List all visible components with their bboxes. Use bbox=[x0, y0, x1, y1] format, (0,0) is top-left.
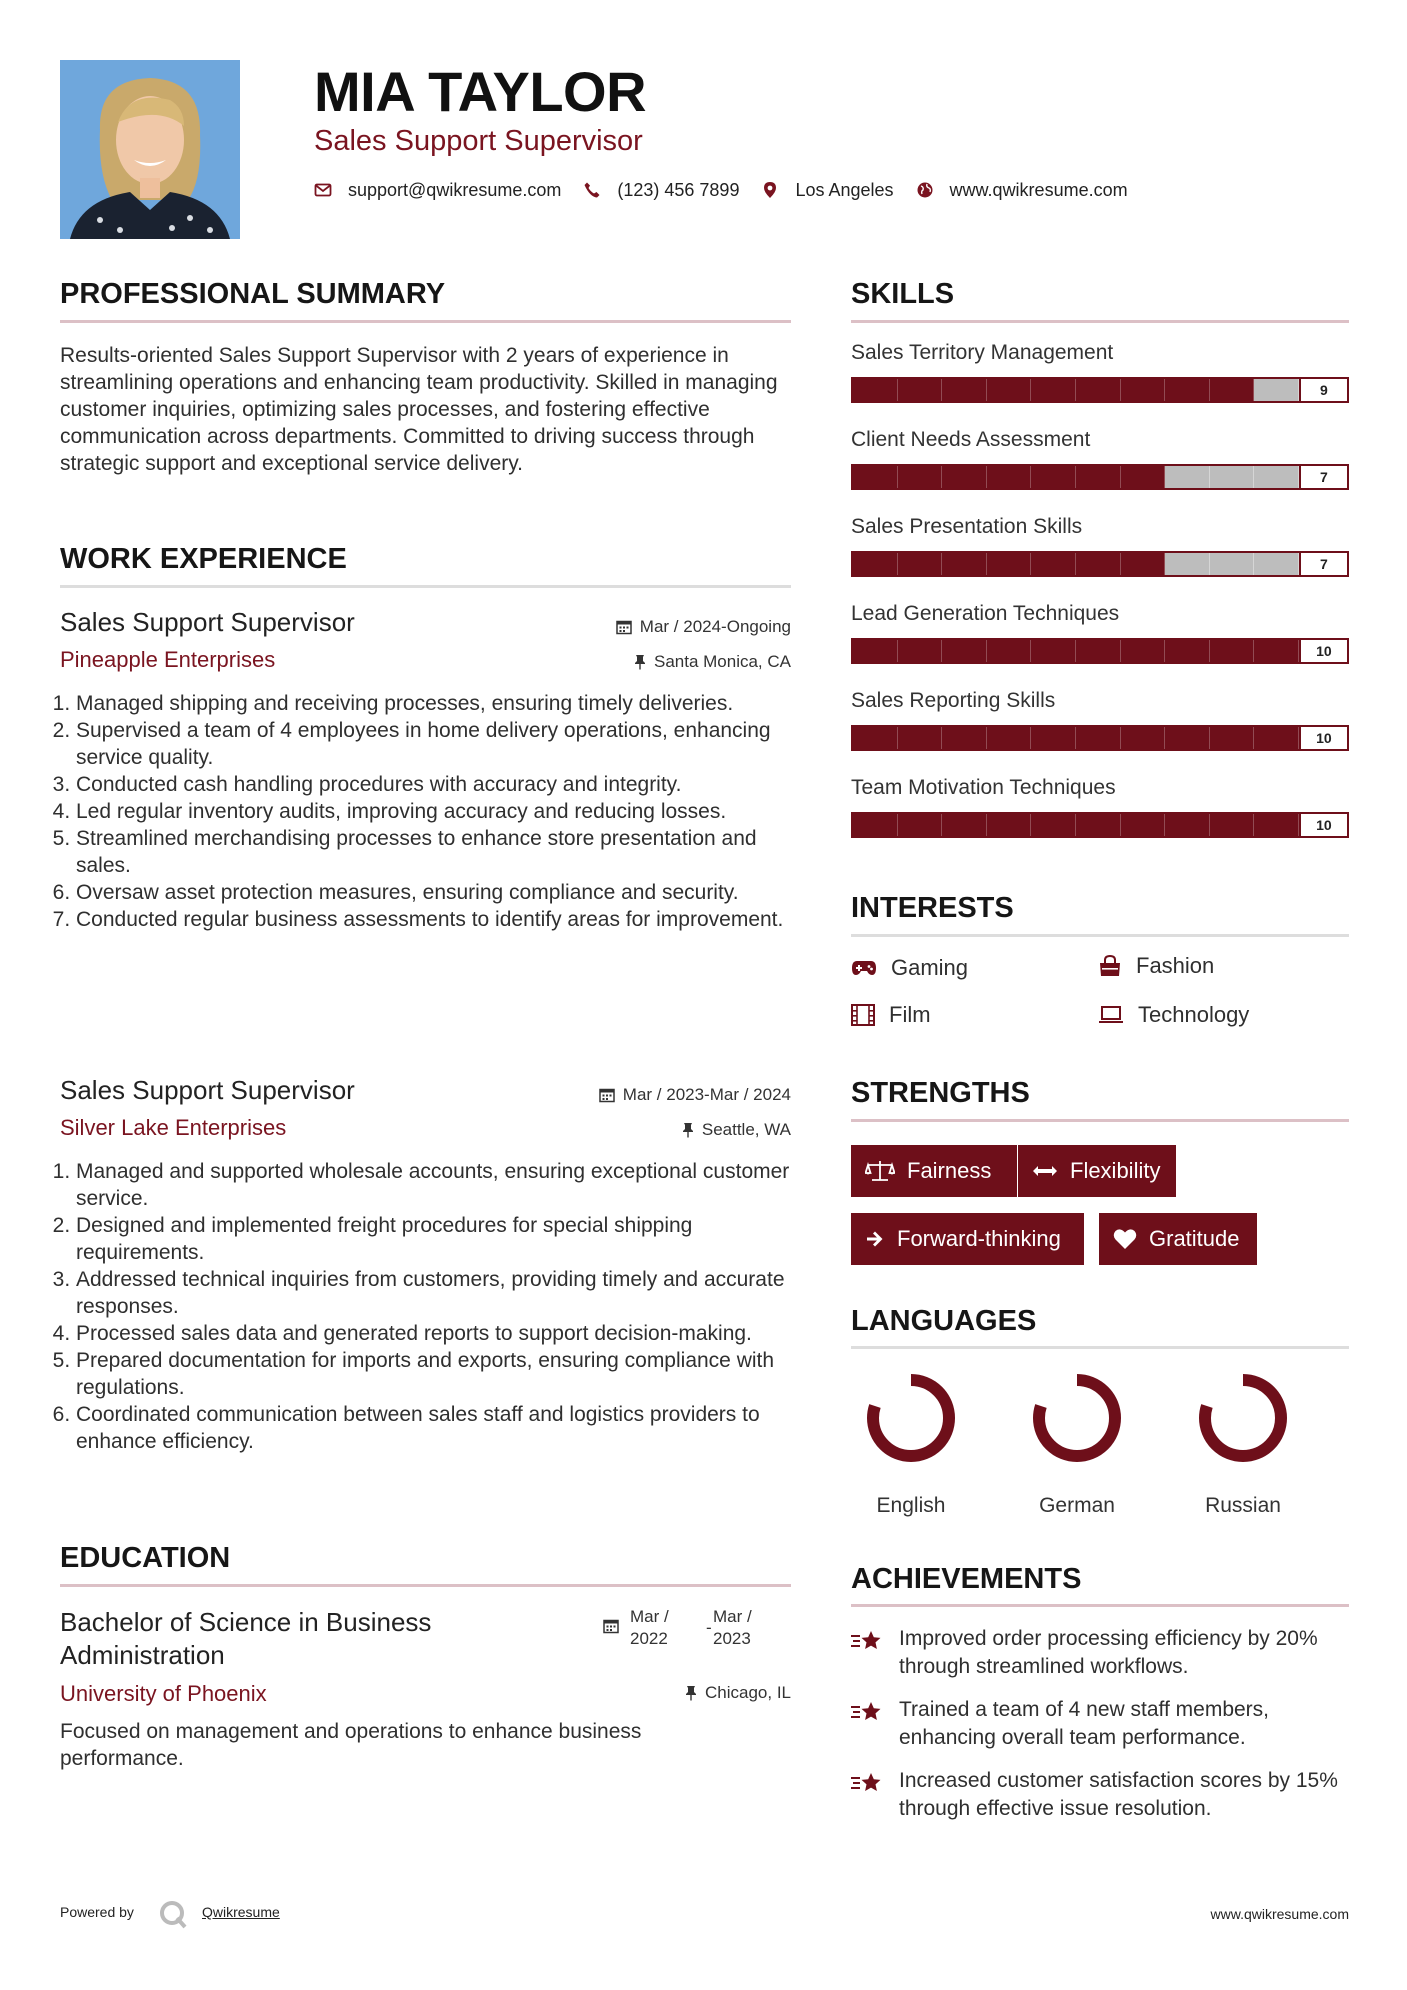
skill-bar-segment bbox=[898, 727, 943, 749]
skill-bar-segment bbox=[1210, 466, 1255, 488]
skill-item bbox=[851, 688, 1349, 775]
interest-label: Technology bbox=[1138, 1002, 1250, 1027]
skill-bar-segment bbox=[1165, 379, 1210, 401]
footer-website[interactable]: www.qwikresume.com bbox=[1210, 1906, 1349, 1922]
languages-heading: LANGUAGES bbox=[851, 1305, 1037, 1337]
achievements-heading: ACHIEVEMENTS bbox=[851, 1563, 1082, 1595]
email-text: support@qwikresume.com bbox=[348, 179, 562, 200]
skill-bar-segment bbox=[942, 727, 987, 749]
interest-label: Gaming bbox=[891, 955, 969, 980]
gamepad-icon bbox=[851, 959, 877, 977]
contact-phone[interactable] bbox=[583, 180, 739, 201]
skill-bar-segment bbox=[987, 814, 1032, 836]
education-start-date: Mar / 2022 bbox=[630, 1607, 669, 1648]
strength-label: Forward-thinking bbox=[897, 1226, 1061, 1251]
language-item bbox=[1017, 1372, 1137, 1518]
strengths-divider bbox=[851, 1119, 1349, 1122]
skill-bar-segment bbox=[1121, 640, 1166, 662]
interest-item-gaming bbox=[851, 955, 968, 981]
skill-bar-segment bbox=[898, 553, 943, 575]
heart-icon bbox=[1113, 1228, 1137, 1250]
calendar-icon bbox=[599, 1087, 615, 1103]
arrow-right-icon bbox=[865, 1229, 885, 1249]
location-text: Los Angeles bbox=[795, 179, 894, 200]
skill-score: 10 bbox=[1299, 727, 1347, 749]
experience-divider bbox=[60, 585, 791, 588]
job-2-dates bbox=[480, 1085, 791, 1105]
language-proficiency-ring bbox=[1197, 1372, 1289, 1464]
list-item: 4. Processed sales data and generated reports to support decision-making. bbox=[76, 1320, 796, 1347]
skill-score: 10 bbox=[1299, 814, 1347, 836]
job-1-title: Sales Support Supervisor bbox=[60, 607, 355, 637]
job-2-responsibilities bbox=[58, 1158, 796, 1455]
skill-bar-segment bbox=[1076, 814, 1121, 836]
achievement-item bbox=[851, 1767, 1349, 1823]
achievements-divider bbox=[851, 1604, 1349, 1607]
achievement-item bbox=[851, 1625, 1349, 1681]
skill-bar-segment bbox=[898, 814, 943, 836]
job-1-dates-text: Mar / 2024-Ongoing bbox=[639, 617, 791, 636]
arrows-horizontal-icon bbox=[1032, 1164, 1058, 1178]
skill-bar-segment bbox=[898, 379, 943, 401]
school-name: University of Phoenix bbox=[60, 1681, 267, 1706]
skill-bar-segment bbox=[853, 727, 898, 749]
strength-badge-forward-thinking bbox=[851, 1213, 1084, 1265]
degree-title: Bachelor of Science in Business Administration bbox=[60, 1607, 432, 1670]
strength-label: Flexibility bbox=[1070, 1158, 1161, 1183]
skill-name: Client Needs Assessment bbox=[851, 428, 1091, 451]
skill-bar-segment bbox=[1254, 640, 1299, 662]
skill-bar-segment bbox=[1121, 379, 1166, 401]
candidate-name: MIA TAYLOR bbox=[314, 60, 647, 123]
phone-text: (123) 456 7899 bbox=[617, 179, 740, 200]
skill-bar-segment bbox=[1076, 727, 1121, 749]
contact-location bbox=[761, 180, 893, 201]
skill-item bbox=[851, 601, 1349, 688]
skill-name: Sales Territory Management bbox=[851, 341, 1114, 364]
job-2-company: Silver Lake Enterprises bbox=[60, 1115, 287, 1140]
list-item: 1. Managed shipping and receiving processes, ensuring timely deliveries. bbox=[76, 690, 796, 717]
skill-bar-segment bbox=[1076, 379, 1121, 401]
pushpin-icon bbox=[634, 654, 646, 670]
skill-bar-segment bbox=[1031, 466, 1076, 488]
skill-bar-segment bbox=[942, 379, 987, 401]
shopping-bag-icon bbox=[1098, 955, 1122, 977]
powered-by-label: Powered by bbox=[60, 1904, 134, 1920]
interest-item-film bbox=[851, 1002, 931, 1028]
profile-photo bbox=[60, 60, 240, 239]
skill-bar-segment bbox=[1031, 640, 1076, 662]
skill-name: Team Motivation Techniques bbox=[851, 776, 1116, 799]
skill-level-bar bbox=[851, 812, 1349, 838]
summary-text: Results-oriented Sales Support Supervisor with 2 years of experience in streamlining operations and enhancing team productivity. Skilled in managing customer inquiries, optimizing sales processes, and fostering effective communication across departments. Committed to driving success through strategic support and exceptional service delivery. bbox=[60, 344, 778, 475]
languages-list bbox=[851, 1372, 1349, 1517]
language-name: English bbox=[876, 1494, 946, 1517]
achievement-text: Trained a team of 4 new staff members, enhancing overall team performance. bbox=[899, 1698, 1270, 1749]
skill-bar-segment bbox=[1121, 727, 1166, 749]
skill-bar-segment bbox=[1254, 727, 1299, 749]
summary-divider bbox=[60, 320, 791, 323]
skill-level-bar bbox=[851, 464, 1349, 490]
education-location-text: Chicago, IL bbox=[705, 1683, 791, 1702]
skill-bar-segment bbox=[942, 466, 987, 488]
experience-heading: WORK EXPERIENCE bbox=[60, 543, 347, 575]
summary-heading: PROFESSIONAL SUMMARY bbox=[60, 278, 446, 310]
skill-bar-segment bbox=[1076, 640, 1121, 662]
skill-name: Sales Reporting Skills bbox=[851, 689, 1056, 712]
achievement-item bbox=[851, 1696, 1349, 1752]
skill-bar-segment bbox=[1031, 727, 1076, 749]
skill-bar-segment bbox=[1165, 727, 1210, 749]
globe-icon bbox=[916, 181, 934, 199]
job-2-dates-text: Mar / 2023-Mar / 2024 bbox=[622, 1085, 791, 1104]
skill-item bbox=[851, 427, 1349, 514]
skill-bar-segment bbox=[1254, 553, 1299, 575]
language-item bbox=[1183, 1372, 1303, 1518]
website-text: www.qwikresume.com bbox=[949, 179, 1128, 200]
list-item: 3. Conducted cash handling procedures with accuracy and integrity. bbox=[76, 771, 796, 798]
laptop-icon bbox=[1098, 1005, 1124, 1025]
skill-bar-segment bbox=[987, 553, 1032, 575]
star-award-icon bbox=[851, 1769, 883, 1797]
skill-bar-segment bbox=[1165, 466, 1210, 488]
list-item: 4. Led regular inventory audits, improving accuracy and reducing losses. bbox=[76, 798, 796, 825]
map-pin-icon bbox=[761, 181, 779, 199]
education-divider bbox=[60, 1584, 791, 1587]
education-end-date: Mar / 2023 bbox=[713, 1607, 752, 1648]
calendar-icon bbox=[603, 1618, 619, 1634]
language-ring-arc bbox=[1039, 1380, 1115, 1456]
skill-name: Lead Generation Techniques bbox=[851, 602, 1120, 625]
list-item: 1. Managed and supported wholesale accounts, ensuring exceptional customer service. bbox=[76, 1158, 796, 1212]
strength-label: Gratitude bbox=[1149, 1226, 1240, 1251]
skill-bar-segment bbox=[853, 814, 898, 836]
strength-label: Fairness bbox=[907, 1158, 992, 1183]
skill-bar-segment bbox=[1121, 814, 1166, 836]
skill-bar-segment bbox=[1165, 640, 1210, 662]
skill-bar-segment bbox=[898, 466, 943, 488]
film-icon bbox=[851, 1004, 875, 1026]
education-location bbox=[560, 1683, 791, 1703]
language-proficiency-ring bbox=[865, 1372, 957, 1464]
language-proficiency-ring bbox=[1031, 1372, 1123, 1464]
skill-bar-segment bbox=[1031, 814, 1076, 836]
skill-bar-segment bbox=[1254, 814, 1299, 836]
job-1-dates bbox=[500, 617, 791, 637]
strengths-heading: STRENGTHS bbox=[851, 1077, 1030, 1109]
phone-icon bbox=[583, 181, 601, 199]
job-2-location-text: Seattle, WA bbox=[701, 1120, 791, 1139]
skill-bar-segment bbox=[1210, 379, 1255, 401]
skill-bar-segment bbox=[987, 640, 1032, 662]
skill-bar-segment bbox=[987, 727, 1032, 749]
skill-level-bar bbox=[851, 638, 1349, 664]
interests-divider bbox=[851, 934, 1349, 937]
skill-bar-segment bbox=[1031, 553, 1076, 575]
skill-name: Sales Presentation Skills bbox=[851, 515, 1083, 538]
contact-website[interactable] bbox=[916, 180, 1128, 201]
qwikresume-link[interactable]: Qwikresume bbox=[202, 1904, 280, 1920]
interest-item-fashion bbox=[1098, 953, 1214, 979]
skills-heading: SKILLS bbox=[851, 278, 955, 310]
job-2-location bbox=[500, 1120, 791, 1140]
skill-bar-segment bbox=[1165, 814, 1210, 836]
skill-level-bar bbox=[851, 551, 1349, 577]
interest-label: Fashion bbox=[1136, 953, 1215, 978]
skills-list bbox=[851, 340, 1349, 862]
skill-bar-segment bbox=[853, 553, 898, 575]
calendar-icon bbox=[616, 619, 632, 635]
strength-badge-flexibility bbox=[1018, 1145, 1176, 1197]
skill-bar-segment bbox=[987, 379, 1032, 401]
list-item: 6. Coordinated communication between sales staff and logistics providers to enhance efficiency. bbox=[76, 1401, 796, 1455]
job-1-location-text: Santa Monica, CA bbox=[653, 652, 791, 671]
candidate-title: Sales Support Supervisor bbox=[314, 125, 643, 157]
balance-scale-icon bbox=[865, 1159, 895, 1183]
skill-bar-segment bbox=[1210, 640, 1255, 662]
language-ring-arc bbox=[1205, 1380, 1281, 1456]
languages-divider bbox=[851, 1346, 1349, 1349]
job-2-title: Sales Support Supervisor bbox=[60, 1075, 355, 1105]
skill-bar-segment bbox=[1121, 466, 1166, 488]
list-item: 7. Conducted regular business assessments to identify areas for improvement. bbox=[76, 906, 796, 933]
skill-bar-segment bbox=[1254, 379, 1299, 401]
education-heading: EDUCATION bbox=[60, 1542, 231, 1574]
list-item: 2. Designed and implemented freight procedures for special shipping requirements. bbox=[76, 1212, 796, 1266]
achievement-text: Improved order processing efficiency by 20% through streamlined workflows. bbox=[899, 1627, 1318, 1678]
skill-item bbox=[851, 340, 1349, 427]
job-1-company: Pineapple Enterprises bbox=[60, 647, 276, 672]
envelope-icon bbox=[314, 181, 332, 199]
job-1-responsibilities bbox=[58, 690, 796, 933]
list-item: 6. Oversaw asset protection measures, ensuring compliance and security. bbox=[76, 879, 796, 906]
achievement-text: Increased customer satisfaction scores by 15% through effective issue resolution. bbox=[899, 1769, 1338, 1820]
skill-bar-segment bbox=[1210, 553, 1255, 575]
star-award-icon bbox=[851, 1627, 883, 1655]
skill-bar-segment bbox=[898, 640, 943, 662]
language-item bbox=[851, 1372, 971, 1518]
skill-bar-segment bbox=[1254, 466, 1299, 488]
qwikresume-logo-icon bbox=[158, 1899, 188, 1929]
skill-score: 7 bbox=[1299, 553, 1347, 575]
education-description: Focused on management and operations to enhance business performance. bbox=[60, 1720, 642, 1770]
language-name: German bbox=[1039, 1494, 1115, 1517]
pushpin-icon bbox=[685, 1685, 697, 1701]
person-portrait-icon bbox=[60, 60, 240, 239]
strength-badge-gratitude bbox=[1099, 1213, 1257, 1265]
skill-bar-segment bbox=[942, 814, 987, 836]
list-item: 3. Addressed technical inquiries from customers, providing timely and accurate responses. bbox=[76, 1266, 796, 1320]
interest-item-technology bbox=[1098, 1002, 1249, 1028]
interests-heading: INTERESTS bbox=[851, 892, 1014, 924]
contact-bar bbox=[314, 178, 1150, 202]
skill-bar-segment bbox=[853, 466, 898, 488]
skill-bar-segment bbox=[1076, 466, 1121, 488]
skill-bar-segment bbox=[1210, 727, 1255, 749]
language-ring-arc bbox=[873, 1380, 949, 1456]
skills-divider bbox=[851, 320, 1349, 323]
skill-score: 7 bbox=[1299, 466, 1347, 488]
education-date-dash: - bbox=[706, 1618, 712, 1637]
skill-level-bar bbox=[851, 377, 1349, 403]
skill-bar-segment bbox=[987, 466, 1032, 488]
skill-level-bar bbox=[851, 725, 1349, 751]
job-1-location bbox=[500, 652, 791, 672]
pushpin-icon bbox=[682, 1122, 694, 1138]
list-item: 5. Streamlined merchandising processes to enhance store presentation and sales. bbox=[76, 825, 796, 879]
skill-bar-segment bbox=[942, 640, 987, 662]
skill-score: 9 bbox=[1299, 379, 1347, 401]
skill-bar-segment bbox=[853, 640, 898, 662]
skill-item bbox=[851, 514, 1349, 601]
skill-bar-segment bbox=[853, 379, 898, 401]
skill-item bbox=[851, 775, 1349, 862]
list-item: 5. Prepared documentation for imports and exports, ensuring compliance with regulations. bbox=[76, 1347, 796, 1401]
skill-bar-segment bbox=[1031, 379, 1076, 401]
skill-score: 10 bbox=[1299, 640, 1347, 662]
contact-email[interactable] bbox=[314, 180, 561, 201]
skill-bar-segment bbox=[1210, 814, 1255, 836]
strength-badge-fairness bbox=[851, 1145, 1017, 1197]
skill-bar-segment bbox=[1165, 553, 1210, 575]
skill-bar-segment bbox=[942, 553, 987, 575]
star-award-icon bbox=[851, 1698, 883, 1726]
list-item: 2. Supervised a team of 4 employees in home delivery operations, enhancing service quality. bbox=[76, 717, 796, 771]
skill-bar-segment bbox=[1076, 553, 1121, 575]
skill-bar-segment bbox=[1121, 553, 1166, 575]
language-name: Russian bbox=[1205, 1494, 1281, 1517]
interest-label: Film bbox=[889, 1002, 931, 1027]
